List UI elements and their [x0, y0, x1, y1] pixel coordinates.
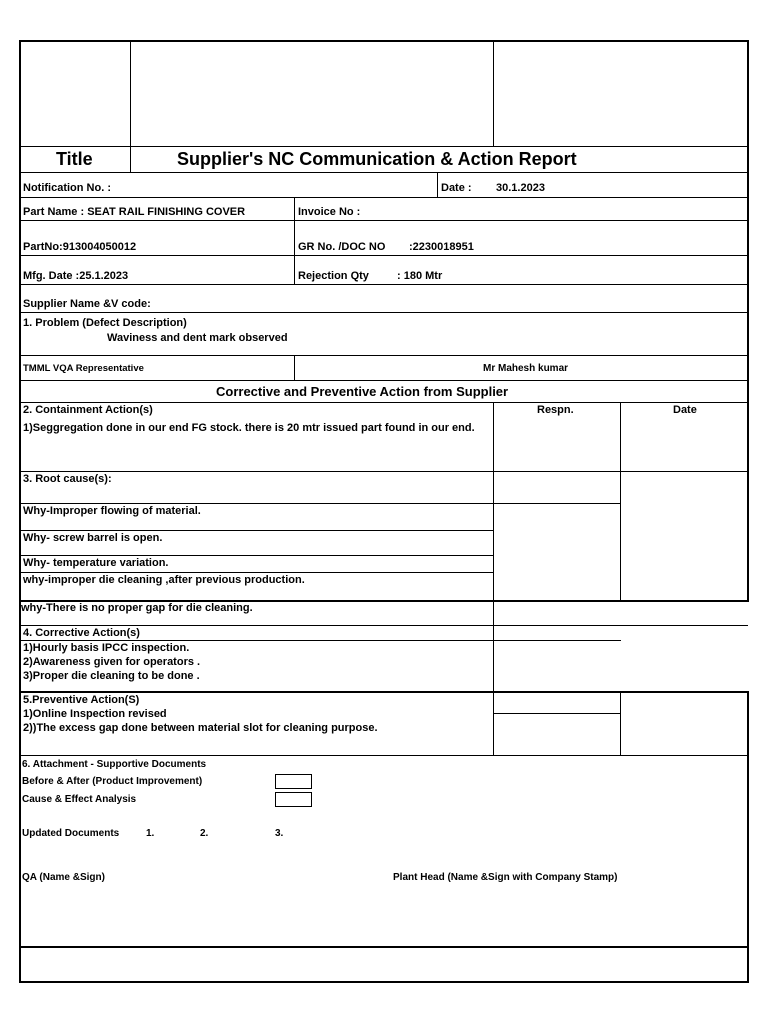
why-5: why-There is no proper gap for die cleaning.: [21, 602, 253, 614]
why-3: Why- temperature variation.: [23, 557, 169, 569]
date-value: 30.1.2023: [496, 182, 545, 194]
mfg-row-bottom: [20, 284, 748, 285]
why-4: why-improper die cleaning ,after previous production.: [23, 574, 305, 586]
representative-label: TMML VQA Representative: [23, 363, 144, 374]
date-column-line-lower: [620, 692, 621, 756]
gr-no-label: GR No. /DOC NO: [298, 241, 386, 253]
invoice-label: Invoice No :: [298, 206, 361, 218]
updated-doc-1: 1.: [146, 828, 155, 839]
frame-right: [747, 40, 749, 601]
part-row-bottom: [20, 220, 748, 221]
before-after-label: Before & After (Product Improvement): [22, 776, 203, 787]
capa-heading-bottom: [20, 402, 748, 403]
rejection-label: Rejection Qty: [298, 270, 369, 282]
preventive-row-bottom: [20, 755, 748, 756]
date-column-line: [620, 402, 621, 602]
cause-effect-label: Cause & Effect Analysis: [22, 794, 137, 805]
capa-heading: Corrective and Preventive Action from Supplier: [216, 384, 509, 399]
signature-row-bottom: [19, 946, 749, 948]
rejection-value: : 180 Mtr: [397, 270, 443, 282]
preventive-line-1: 1)Online Inspection revised: [23, 708, 167, 720]
plant-head-sign-label: Plant Head (Name &Sign with Company Stamp): [393, 872, 618, 883]
notification-row-bottom: [20, 197, 748, 198]
gr-no-value: :2230018951: [409, 241, 474, 253]
preventive-top: [19, 691, 749, 693]
qa-sign-label: QA (Name &Sign): [22, 872, 105, 883]
partno-row-bottom: [20, 255, 748, 256]
preventive-resp-divider: [493, 713, 621, 714]
containment-row-bottom: [20, 471, 748, 472]
mfg-date: Mfg. Date :25.1.2023: [23, 270, 129, 282]
attachment-heading: 6. Attachment - Supportive Documents: [22, 759, 207, 770]
logo-divider-1: [130, 41, 131, 172]
updated-doc-3: 3.: [275, 828, 284, 839]
corrective-line-1: 1)Hourly basis IPCC inspection.: [23, 642, 190, 654]
frame-left: [19, 40, 21, 982]
frame-bottom: [19, 981, 749, 983]
supplier-label: Supplier Name &V code:: [23, 298, 151, 310]
corrective-heading: 4. Corrective Action(s): [23, 627, 140, 639]
date-divider: [437, 172, 438, 197]
problem-description: Waviness and dent mark observed: [107, 332, 288, 344]
why-2-bottom: [20, 555, 494, 556]
part-name: Part Name : SEAT RAIL FINISHING COVER: [23, 206, 246, 218]
updated-documents-label: Updated Documents: [22, 828, 120, 839]
title-row-bottom: [20, 172, 748, 173]
corrective-line-2: 2)Awareness given for operators .: [23, 656, 201, 668]
report-title: Supplier's NC Communication & Action Report: [177, 149, 577, 169]
why-3-bottom: [20, 572, 494, 573]
logo-row-bottom: [20, 146, 748, 147]
respn-column-line: [493, 402, 494, 756]
preventive-line-2: 2))The excess gap done between material slot for cleaning purpose.: [23, 722, 378, 734]
root-cause-heading-bottom: [20, 503, 621, 504]
frame-right-lower: [747, 692, 749, 982]
respn-header: Respn.: [537, 404, 574, 416]
preventive-heading: 5.Preventive Action(S): [23, 694, 140, 706]
why-1-bottom: [20, 530, 494, 531]
cause-effect-checkbox[interactable]: [275, 792, 312, 807]
before-after-checkbox[interactable]: [275, 774, 312, 789]
problem-heading: 1. Problem (Defect Description): [23, 317, 187, 329]
date-label: Date :: [441, 182, 472, 194]
representative-row-bottom: [20, 380, 748, 381]
containment-text: 1)Seggregation done in our end FG stock. there is 20 mtr issued part found in our end.: [23, 422, 475, 434]
part-no: PartNo:913004050012: [23, 241, 137, 253]
representative-divider: [294, 355, 295, 380]
logo-divider-2: [493, 41, 494, 147]
containment-heading: 2. Containment Action(s): [23, 404, 153, 416]
root-cause-heading: 3. Root cause(s):: [23, 473, 112, 485]
why-1: Why-Improper flowing of material.: [23, 505, 201, 517]
date-header: Date: [673, 404, 697, 416]
part-col-divider: [294, 197, 295, 285]
representative-name: Mr Mahesh kumar: [483, 363, 569, 374]
corrective-line-3: 3)Proper die cleaning to be done .: [23, 670, 200, 682]
title-label: Title: [56, 149, 93, 169]
corrective-top: [20, 625, 748, 626]
problem-row-bottom: [20, 355, 748, 356]
frame-top: [19, 40, 749, 42]
why-2: Why- screw barrel is open.: [23, 532, 163, 544]
supplier-row-bottom: [20, 312, 748, 313]
updated-doc-2: 2.: [200, 828, 209, 839]
notification-label: Notification No. :: [23, 182, 111, 194]
corrective-heading-bottom: [20, 640, 621, 641]
